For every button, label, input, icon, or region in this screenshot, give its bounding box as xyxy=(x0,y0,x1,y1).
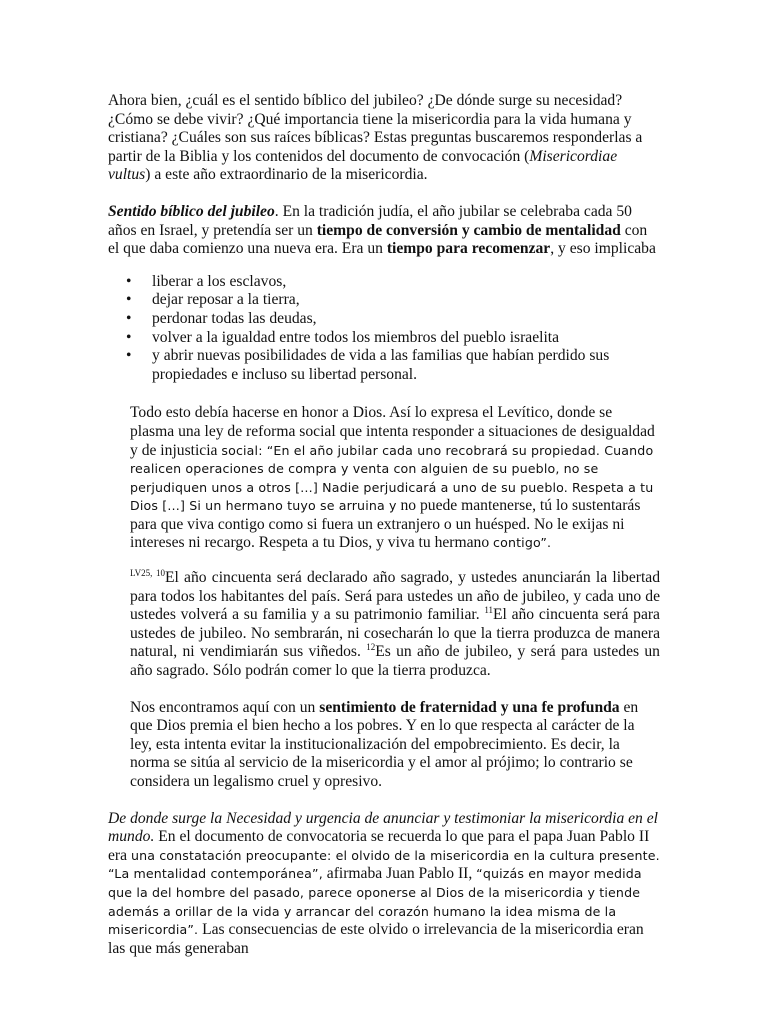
list-item: • perdonar todas las deudas, xyxy=(152,310,660,329)
jubilee-text-c: , y eso implicaba xyxy=(550,240,656,258)
bold-phrase: tiempo de conversión y cambio de mentalidad xyxy=(316,221,621,239)
leviticus-text-b: no puede mantenerse, tú lo sustentarás para que viva contigo como si fuera un extranjero o un huésped. No le exijas ni intereses ni recargo. Respeta a tu Dios, y viva tu hermano xyxy=(130,497,641,552)
urgency-text-a: En el documento de convocatoria se recuerda lo que para el papa Juan Pablo II era xyxy=(108,828,650,864)
quote-text: una constatación preocupante: el olvido de la misericordia en la cultura presente. “La mentalidad contemporánea”, xyxy=(108,847,660,882)
verse-number: 12 xyxy=(366,642,376,653)
list-item: • dejar reposar a la tierra, xyxy=(152,291,660,310)
leviticus-quote-end: contigo”. xyxy=(493,535,552,551)
implications-list xyxy=(108,273,660,385)
verse-reference: LV25, 10 xyxy=(130,568,165,579)
intro-text: Ahora bien, ¿cuál es el sentido bíblico del jubileo? ¿De dónde surge su necesidad? ¿Cómo se debe vivir? ¿Qué importancia tiene la misericordia para la vida humana y cristiana? ¿Cuáles son sus raíces bíblicas? Estas preguntas buscaremos responderlas a partir de la Biblia y los contenidos del documento de convocación ( xyxy=(108,92,643,165)
urgency-text-c: Las consecuencias de este olvido o irrelevancia de la misericordia eran las que más generaban xyxy=(108,921,644,957)
bible-quote-paragraph xyxy=(130,569,660,681)
intro-text-end: ) a este año extraordinario de la misericordia. xyxy=(145,166,428,184)
jubilee-text-a: . En la tradición judía, el año jubilar se celebraba cada 50 años en Israel, y pretendía ser un xyxy=(108,202,632,239)
fraternity-text-b: en que Dios premia el bien hecho a los pobres. Y en lo que respecta al carácter de la ley, esta intenta evitar la institucionalización del empobrecimiento. Es decir, la norma se sitúa al servicio de la misericordia y el amor al prójimo; lo contrario se considera un legalismo cruel y opresivo. xyxy=(130,698,639,790)
list-item: • y abrir nuevas posibilidades de vida a las familias que habían perdido sus propiedades e incluso su libertad personal. xyxy=(152,347,660,384)
verse-number: 11 xyxy=(484,605,493,616)
quote-text: “quizás en mayor medida que la del hombre del pasado, parece oponerse al Dios de la misericordia y tiende además a orillar de la vida y arrancar del corazón humano la idea misma de la misericordia”. xyxy=(108,866,642,938)
verse-text-11: El año cincuenta será para ustedes de jubileo. No sembrarán, ni cosecharán lo que la tierra produzca de manera natural, ni vendimiarán sus viñedos. xyxy=(130,606,660,661)
list-item: • liberar a los esclavos, xyxy=(152,273,660,292)
bold-phrase: sentimiento de fraternidad y una fe profunda xyxy=(319,698,620,716)
leviticus-quote: social: “En el año jubilar cada uno recobrará su propiedad. Cuando realicen operaciones de compra y venta con alguien de su pueblo, no se perjudiquen unos a otros […] Nadie perjudicará a uno de su pueblo. Respeta a tu Dios […] Si un hermano tuyo se arruina y xyxy=(130,442,654,514)
urgency-text-b: afirmaba Juan Pablo II, xyxy=(322,865,477,883)
verse-text-10: El año cincuenta será declarado año sagrado, y ustedes anunciarán la libertad para todos los habitantes del país. Será para ustedes un año de jubileo, y cada uno de ustedes volverá a su familia y a su patrimonio familiar. xyxy=(130,569,660,624)
jubilee-text-b: con el que daba comienzo una nueva era. Era un xyxy=(108,221,648,258)
leviticus-text-a: Todo esto debía hacerse en honor a Dios. Así lo expresa el Levítico, donde se plasma una ley de reforma social que intenta responder a situaciones de desigualdad y de injusticia xyxy=(130,404,655,459)
document-title: Misericordiae vultus xyxy=(108,147,618,184)
section-heading: Sentido bíblico del jubileo xyxy=(108,202,275,220)
section-heading: De donde surge la Necesidad y urgencia de anunciar y testimoniar la misericordia en el mundo. xyxy=(108,809,659,846)
verse-text-12: Es un año de jubileo, y será para ustedes un año sagrado. Sólo podrán comer lo que la tierra produzca. xyxy=(130,643,660,680)
fraternity-text-a: Nos encontramos aquí con un xyxy=(130,698,320,716)
urgency-paragraph xyxy=(108,810,660,959)
jubilee-meaning-paragraph xyxy=(108,203,660,259)
list-item: • volver a la igualdad entre todos los miembros del pueblo israelita xyxy=(152,329,660,348)
bold-phrase: tiempo para recomenzar xyxy=(386,240,551,258)
intro-paragraph xyxy=(108,92,660,185)
leviticus-paragraph xyxy=(130,404,660,553)
fraternity-paragraph xyxy=(130,699,660,792)
